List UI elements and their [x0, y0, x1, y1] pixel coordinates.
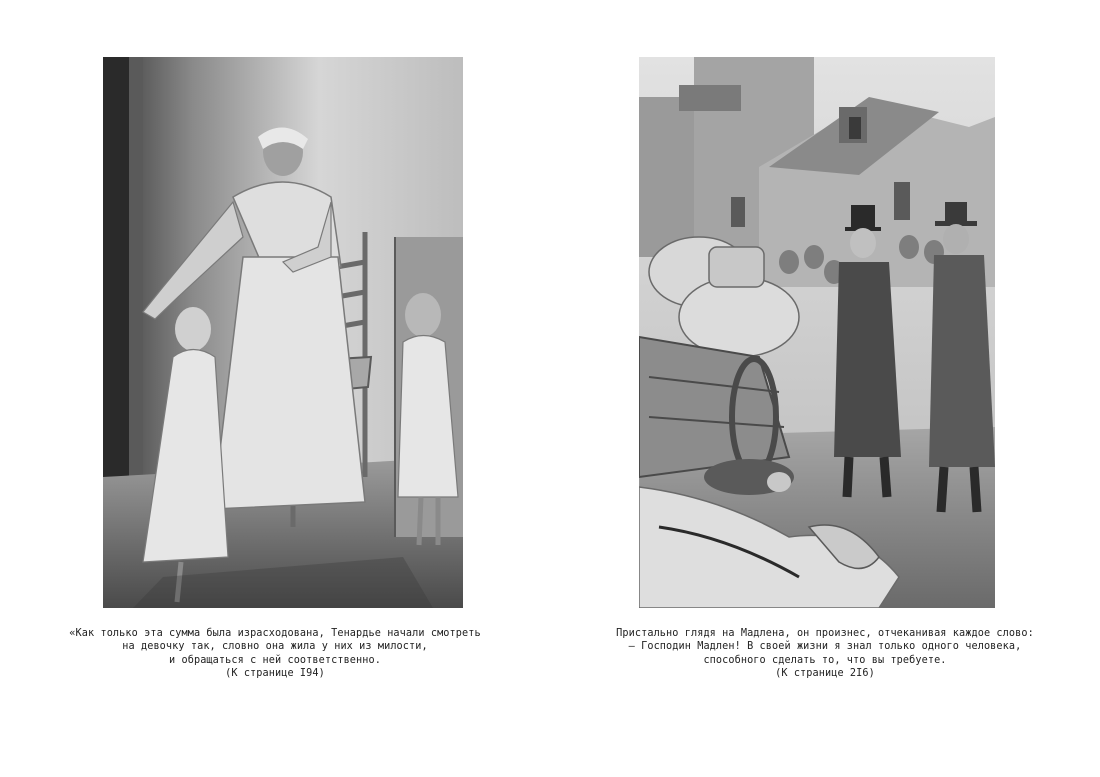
- left-caption: [40, 627, 510, 681]
- right-caption-line-3: способного сделать то, что вы требуете.: [703, 654, 947, 666]
- right-caption-line-1: Пристально глядя на Мадлена, он произнес, отчеканивая каждое слово:: [616, 628, 1034, 639]
- right-page: [550, 0, 1100, 777]
- right-illustration: [639, 57, 995, 608]
- left-illustration-drawing: [103, 57, 463, 608]
- left-caption-line-2: на девочку так, словно она жила у них из милости,: [122, 641, 428, 653]
- right-illustration-drawing: [639, 57, 995, 608]
- right-caption: [590, 627, 1060, 681]
- left-page-reference: (К странице I94): [225, 668, 325, 680]
- left-illustration: [103, 57, 463, 608]
- right-page-reference: (К странице 2I6): [775, 668, 875, 680]
- right-caption-line-2: — Господин Мадлен! В своей жизни я знал только одного человека,: [628, 641, 1022, 653]
- left-caption-line-1: «Как только эта сумма была израсходована, Тенардье начали смотреть: [69, 628, 481, 639]
- left-caption-line-3: и обращаться с ней соответственно.: [169, 654, 381, 666]
